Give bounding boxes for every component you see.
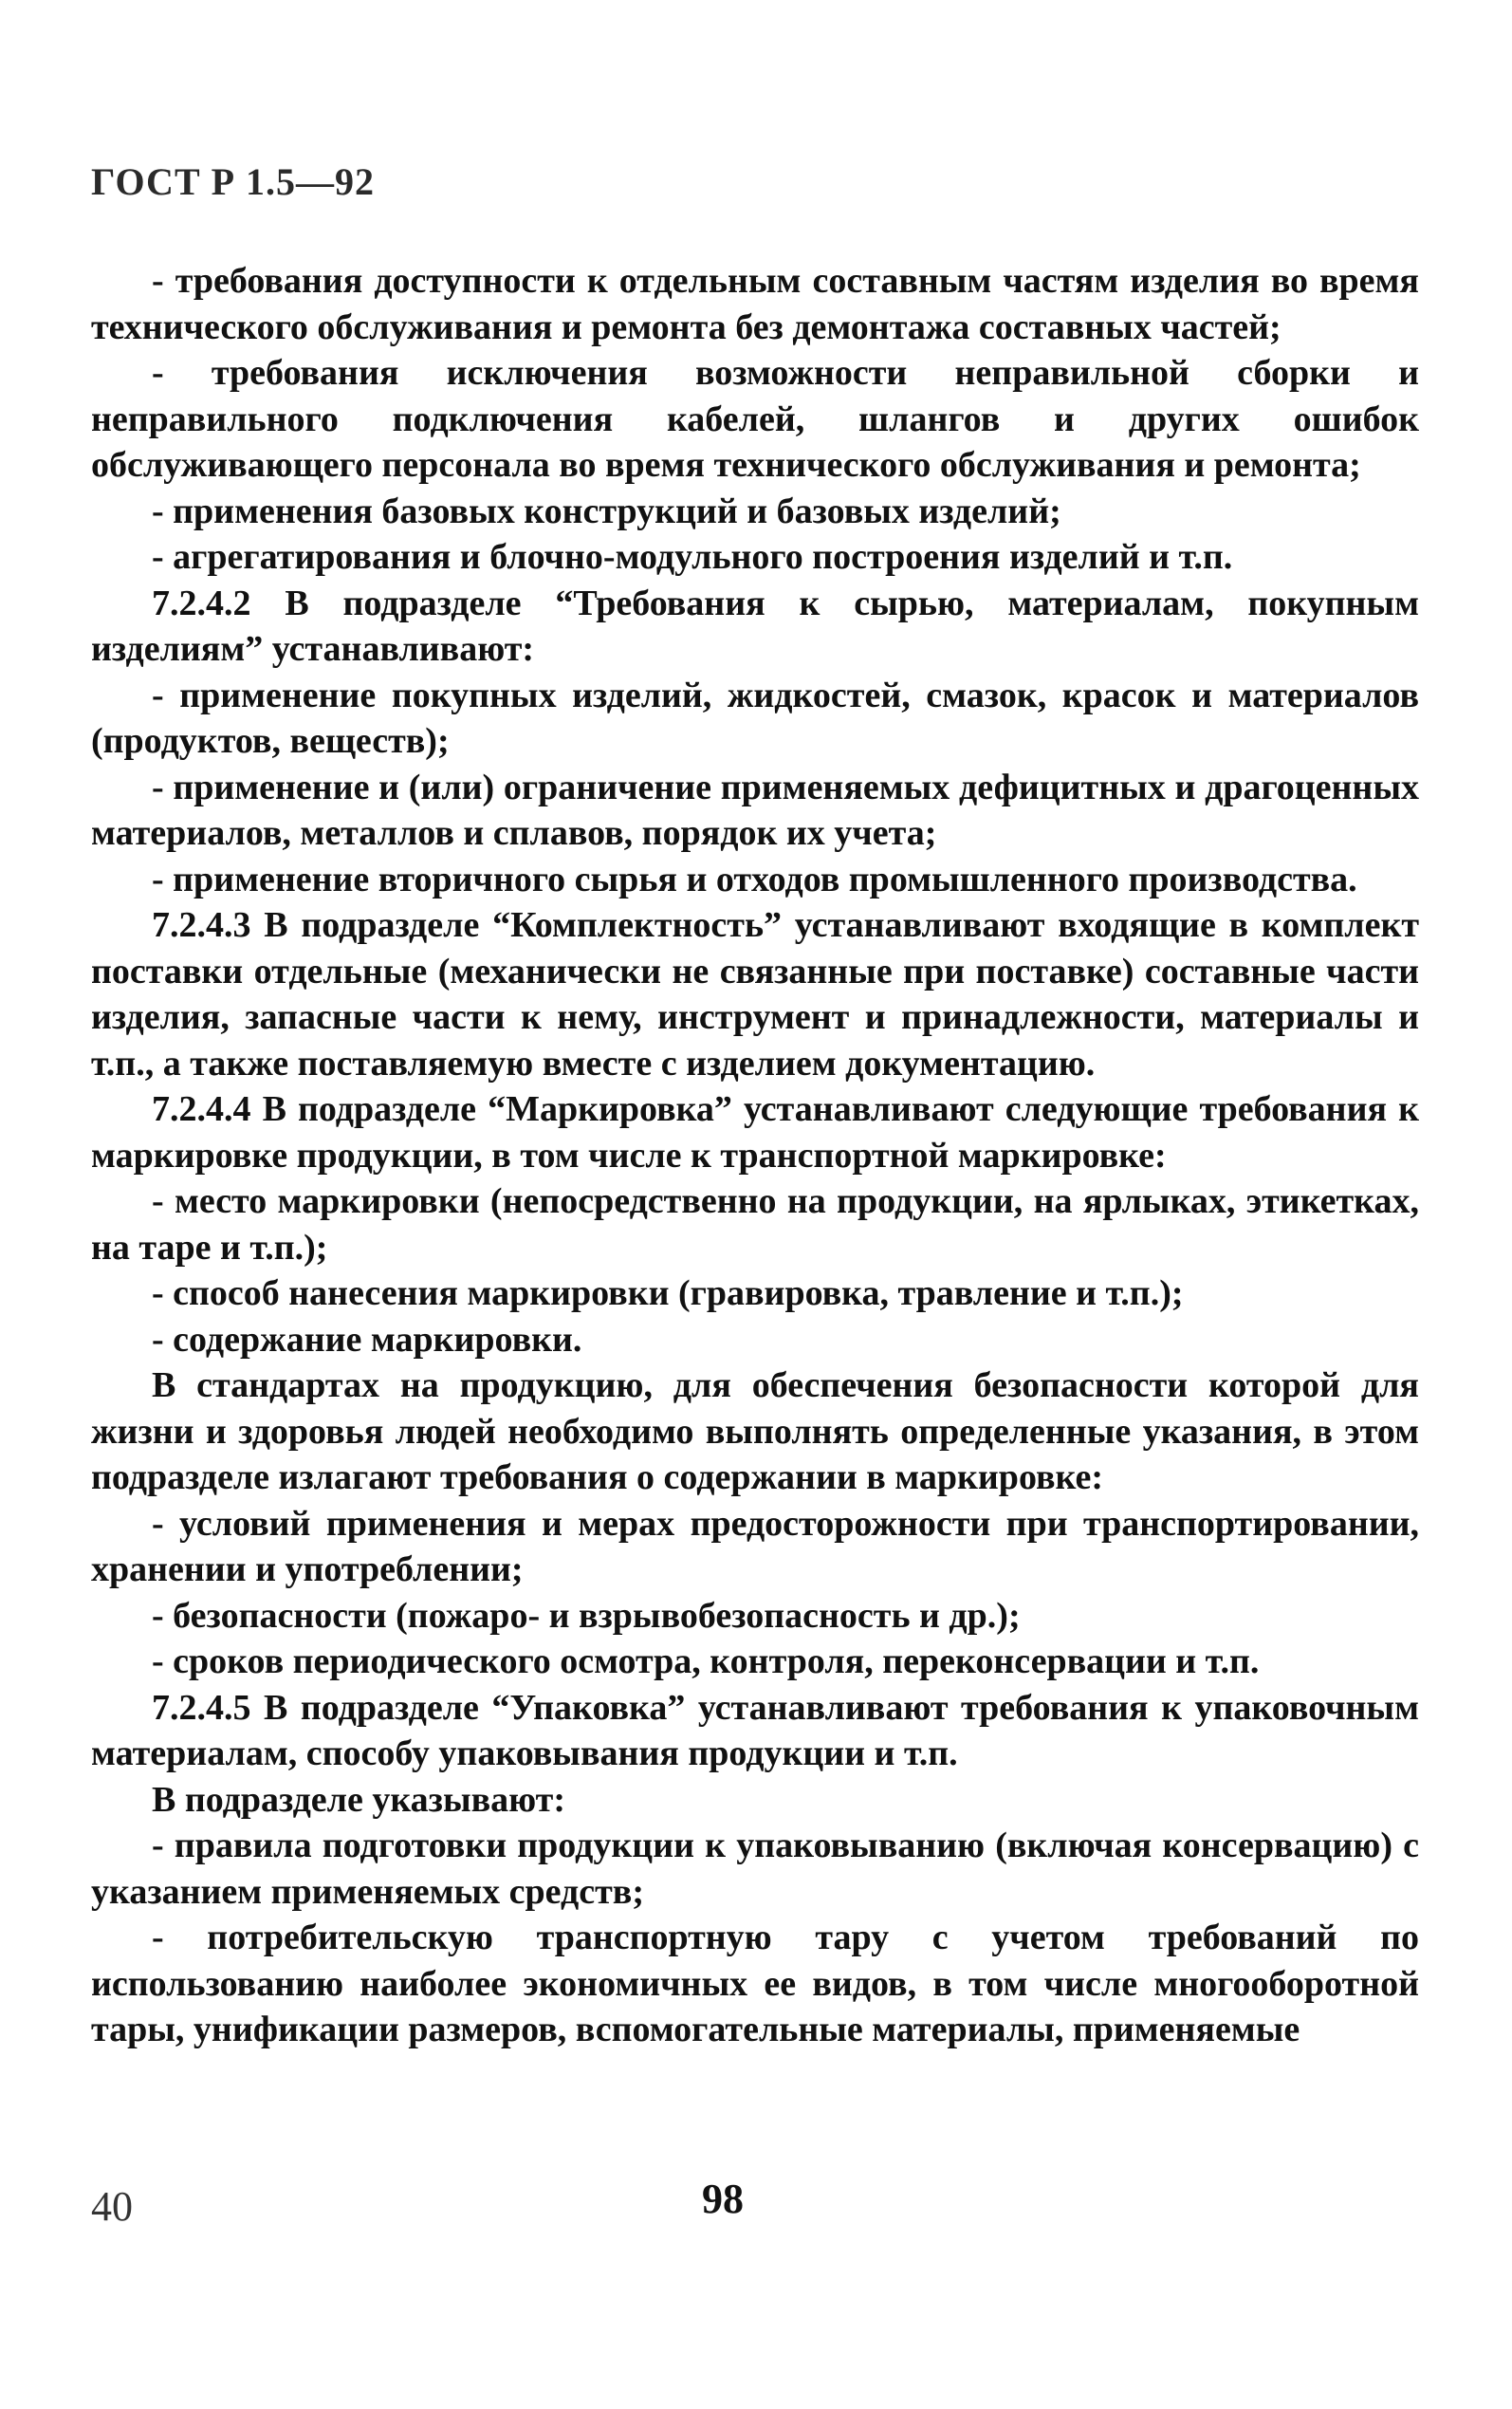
paragraph: - потребительскую транспортную тару с учетом требований по использованию наиболее экономичных ее видов, в том числе многооборотной тары, унификации размеров, вспомогательные материалы, применяемые [91, 1918, 1419, 2049]
paragraph: - способ нанесения маркировки (гравировка, травление и т.п.); [152, 1273, 1184, 1313]
paragraph: В подразделе указывают: [152, 1779, 565, 1820]
paragraph: В стандартах на продукцию, для обеспечения безопасности которой для жизни и здоровья людей необходимо выполнять определенные указания, в этом подразделе излагают требования о содержании в маркировке: [91, 1365, 1419, 1497]
paragraph: - место маркировки (непосредственно на продукции, на ярлыках, этикетках, на таре и т.п.); [91, 1181, 1419, 1268]
paragraph: - агрегатирования и блочно-модульного построения изделий и т.п. [152, 537, 1233, 577]
paragraph: 7.2.4.4 В подразделе “Маркировка” устанавливают следующие требования к маркировке продукции, в том числе к транспортной маркировке: [91, 1089, 1419, 1176]
paragraph: - применение и (или) ограничение применяемых дефицитных и драгоценных материалов, металлов и сплавов, порядок их учета; [91, 767, 1419, 853]
paragraph: - содержание маркировки. [152, 1319, 582, 1360]
paragraph: - требования доступности к отдельным составным частям изделия во время технического обслуживания и ремонта без демонтажа составных частей; [91, 261, 1419, 347]
document-body [91, 258, 1419, 2053]
paragraph: - сроков периодического осмотра, контроля, переконсервации и т.п. [152, 1641, 1260, 1681]
page-number: 98 [702, 2176, 744, 2222]
paragraph: - применение покупных изделий, жидкостей, смазок, красок и материалов (продуктов, веществ); [91, 675, 1419, 761]
document-code-header: ГОСТ Р 1.5—92 [91, 160, 376, 203]
paragraph: - применения базовых конструкций и базовых изделий; [152, 491, 1061, 531]
footer-left-number: 40 [91, 2183, 133, 2230]
paragraph: 7.2.4.2 В подразделе “Требования к сырью, материалам, покупным изделиям” устанавливают: [91, 583, 1419, 669]
paragraph: - условий применения и мерах предосторожности при транспортировании, хранении и употреблении; [91, 1503, 1419, 1589]
paragraph: - требования исключения возможности неправильной сборки и неправильного подключения кабелей, шлангов и других ошибок обслуживающего персонала во время технического обслуживания и ремонта; [91, 353, 1419, 485]
paragraph: 7.2.4.5 В подразделе “Упаковка” устанавливают требования к упаковочным материалам, способу упаковывания продукции и т.п. [91, 1687, 1419, 1773]
paragraph: - безопасности (пожаро- и взрывобезопасность и др.); [152, 1595, 1021, 1636]
paragraph: - применение вторичного сырья и отходов промышленного производства. [152, 859, 1357, 899]
paragraph: - правила подготовки продукции к упаковыванию (включая консервацию) с указанием применяемых средств; [91, 1825, 1419, 1912]
paragraph: 7.2.4.3 В подразделе “Комплектность” устанавливают входящие в комплект поставки отдельные (механически не связанные при поставке) составные части изделия, запасные части к нему, инструмент и принадлежности, материалы и т.п., а также поставляемую вместе с изделием документацию. [91, 905, 1419, 1084]
